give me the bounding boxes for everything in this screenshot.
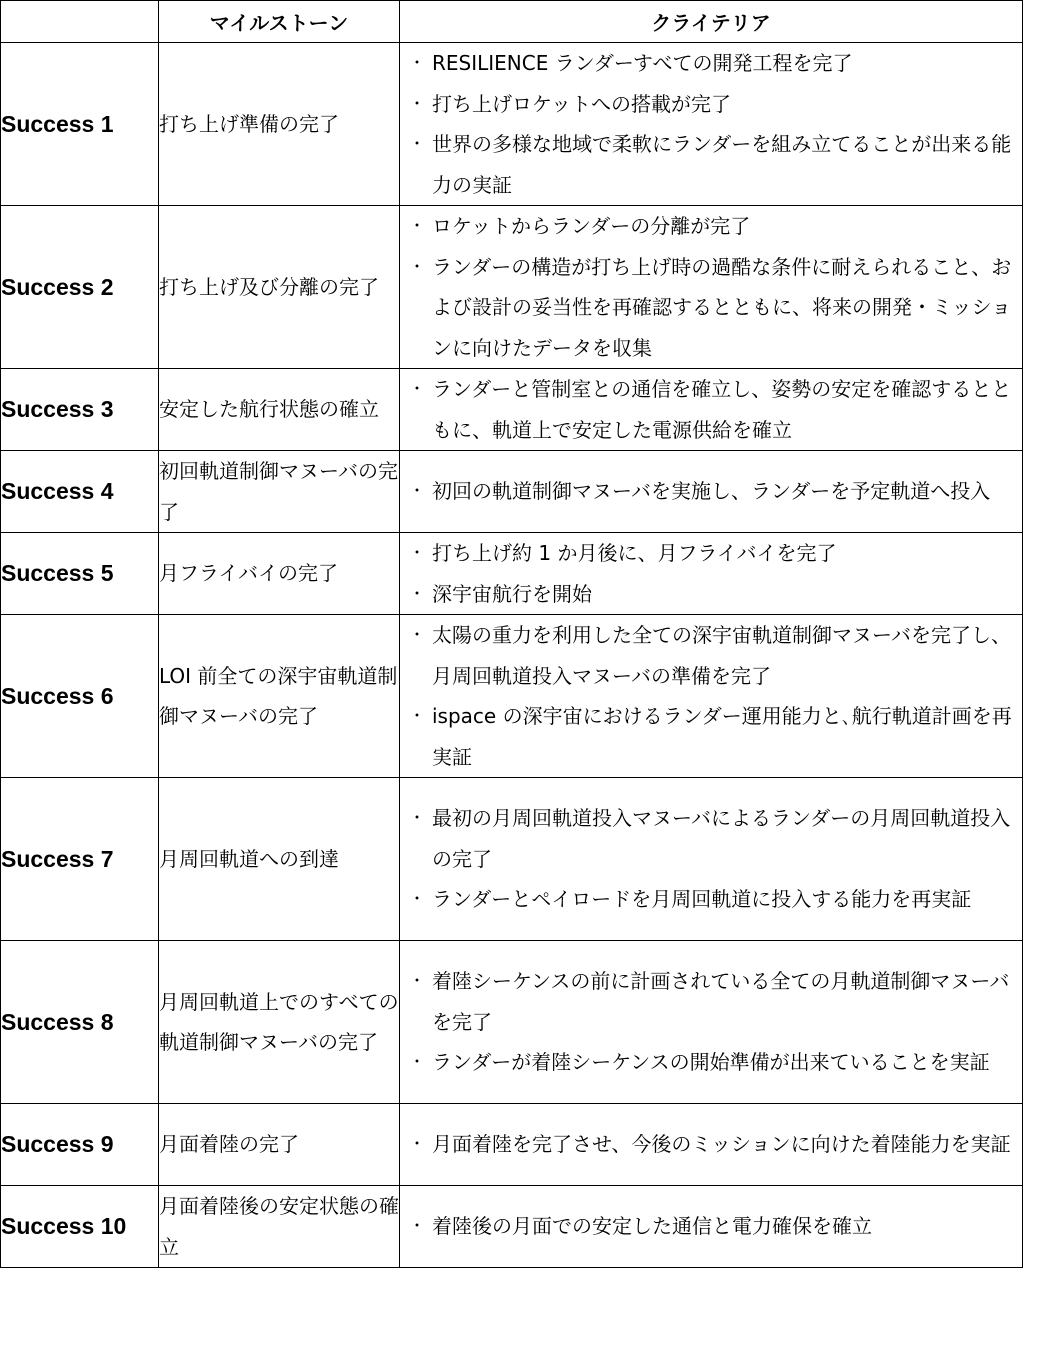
milestone-cell: 月面着陸の完了	[159, 1104, 400, 1186]
criteria-cell	[400, 206, 1023, 369]
bullet-icon: ・	[409, 625, 426, 644]
criteria-item: ・ 月面着陸を完了させ、今後のミッションに向けた着陸能力を実証	[400, 1124, 1022, 1165]
criteria-cell	[400, 533, 1023, 615]
milestone-cell: 打ち上げ及び分離の完了	[159, 206, 400, 369]
table-header-row	[1, 1, 1023, 43]
criteria-item: ・ 最初の月周回軌道投入マヌーバによるランダーの月周回軌道投入の完了	[400, 798, 1022, 879]
criteria-list	[400, 471, 1022, 512]
success-label: Success 4	[1, 451, 159, 533]
criteria-list	[400, 43, 1022, 205]
criteria-list	[400, 369, 1022, 450]
header-success	[1, 1, 159, 43]
criteria-item: ・ ランダーの構造が打ち上げ時の過酷な条件に耐えられること、および設計の妥当性を再確認するとともに、将来の開発・ミッションに向けたデータを収集	[400, 247, 1022, 369]
milestone-cell: 打ち上げ準備の完了	[159, 43, 400, 206]
milestone-cell: LOI 前全ての深宇宙軌道制御マヌーバの完了	[159, 615, 400, 778]
criteria-item: ・ ロケットからランダーの分離が完了	[400, 206, 1022, 247]
bullet-icon: ・	[409, 889, 426, 909]
milestone-cell: 月周回軌道への到達	[159, 778, 400, 941]
bullet-icon: ・	[409, 53, 426, 72]
criteria-list	[400, 961, 1022, 1083]
criteria-item: ・ 打ち上げ約 1 か月後に、月フライバイを完了	[400, 533, 1022, 574]
bullet-icon: ・	[409, 1216, 426, 1236]
criteria-item: ・ ランダーが着陸シーケンスの開始準備が出来ていることを実証	[400, 1042, 1022, 1083]
bullet-icon: ・	[409, 93, 426, 113]
bullet-icon: ・	[409, 706, 426, 725]
success-label: Success 2	[1, 206, 159, 369]
criteria-cell	[400, 1186, 1023, 1268]
milestone-cell: 月面着陸後の安定状態の確立	[159, 1186, 400, 1268]
criteria-item: ・ ispace の深宇宙におけるランダー運用能力と､航行軌道計画を再実証	[400, 696, 1022, 777]
milestone-cell: 安定した航行状態の確立	[159, 369, 400, 451]
table-row	[1, 369, 1023, 451]
criteria-item: ・ 世界の多様な地域で柔軟にランダーを組み立てることが出来る能力の実証	[400, 124, 1022, 205]
success-label: Success 7	[1, 778, 159, 941]
criteria-cell	[400, 369, 1023, 451]
bullet-icon: ・	[409, 583, 426, 603]
criteria-item: ・ ランダーと管制室との通信を確立し、姿勢の安定を確認するとともに、軌道上で安定した電源供給を確立	[400, 369, 1022, 450]
table-row	[1, 615, 1023, 778]
success-label: Success 8	[1, 941, 159, 1104]
criteria-item: ・ 深宇宙航行を開始	[400, 574, 1022, 615]
criteria-list	[400, 1124, 1022, 1165]
success-label: Success 6	[1, 615, 159, 778]
bullet-icon: ・	[409, 1052, 426, 1072]
success-label: Success 1	[1, 43, 159, 206]
criteria-list	[400, 798, 1022, 920]
header-criteria: クライテリア	[400, 1, 1023, 43]
criteria-list	[400, 1206, 1022, 1247]
criteria-cell	[400, 43, 1023, 206]
success-label: Success 9	[1, 1104, 159, 1186]
criteria-list	[400, 533, 1022, 614]
criteria-item: ・ 初回の軌道制御マヌーバを実施し、ランダーを予定軌道へ投入	[400, 471, 1022, 512]
bullet-icon: ・	[409, 134, 426, 153]
success-label: Success 10	[1, 1186, 159, 1268]
table-row	[1, 533, 1023, 615]
criteria-item: ・ 着陸シーケンスの前に計画されている全ての月軌道制御マヌーバを完了	[400, 961, 1022, 1042]
bullet-icon: ・	[409, 1134, 426, 1154]
table-row	[1, 1186, 1023, 1268]
criteria-item: ・ RESILIENCE ランダーすべての開発工程を完了	[400, 43, 1022, 84]
milestone-cell: 月周回軌道上でのすべての軌道制御マヌーバの完了	[159, 941, 400, 1104]
criteria-cell	[400, 778, 1023, 941]
criteria-item: ・ 太陽の重力を利用した全ての深宇宙軌道制御マヌーバを完了し、月周回軌道投入マヌーバの準備を完了	[400, 615, 1022, 696]
criteria-cell	[400, 615, 1023, 778]
table-row	[1, 43, 1023, 206]
bullet-icon: ・	[409, 808, 426, 828]
success-label: Success 5	[1, 533, 159, 615]
bullet-icon: ・	[409, 216, 426, 235]
criteria-cell	[400, 941, 1023, 1104]
table-row	[1, 941, 1023, 1104]
bullet-icon: ・	[409, 543, 426, 562]
criteria-list	[400, 206, 1022, 368]
table-row	[1, 778, 1023, 941]
table-row	[1, 451, 1023, 533]
table-row	[1, 1104, 1023, 1186]
criteria-cell	[400, 1104, 1023, 1186]
criteria-item: ・ 着陸後の月面での安定した通信と電力確保を確立	[400, 1206, 1022, 1247]
milestone-cell: 月フライバイの完了	[159, 533, 400, 615]
bullet-icon: ・	[409, 971, 426, 991]
criteria-list	[400, 615, 1022, 777]
table-row	[1, 206, 1023, 369]
criteria-item: ・ ランダーとペイロードを月周回軌道に投入する能力を再実証	[400, 879, 1022, 920]
criteria-item: ・ 打ち上げロケットへの搭載が完了	[400, 84, 1022, 125]
milestone-cell: 初回軌道制御マヌーバの完了	[159, 451, 400, 533]
header-milestone: マイルストーン	[159, 1, 400, 43]
bullet-icon: ・	[409, 256, 426, 276]
bullet-icon: ・	[409, 379, 426, 398]
bullet-icon: ・	[409, 481, 426, 501]
criteria-cell	[400, 451, 1023, 533]
success-label: Success 3	[1, 369, 159, 451]
